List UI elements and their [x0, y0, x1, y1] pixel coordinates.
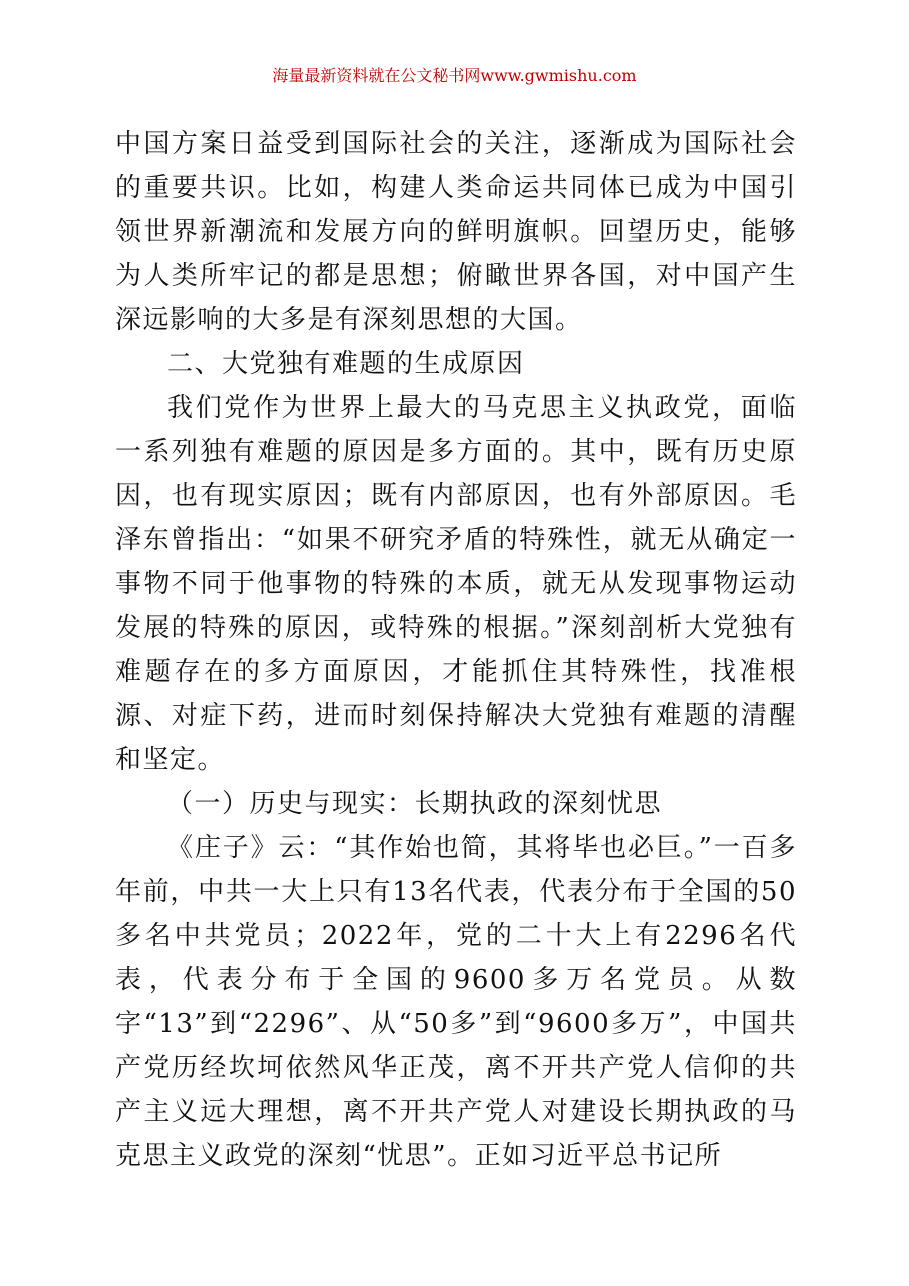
subsection-heading-1: （一）历史与现实：长期执政的深刻忧思	[167, 789, 663, 819]
paragraph-continued: 中国方案日益受到国际社会的关注，逐渐成为国际社会的重要共识。比如，构建人类命运共同体已成为中国引领世界新潮流和发展方向的鲜明旗帜。回望历史，能够为人类所牢记的都是思想；俯瞰世界各国，对中国产生深远影响的大多是有深刻思想的大国。	[115, 129, 797, 335]
document-body	[115, 122, 797, 1178]
paragraph-history: 《庄子》云：“其作始也简，其将毕也必巨。”一百多年前，中共一大上只有13名代表，代表分布于全国的50多名中共党员；2022年，党的二十大上有2296名代表，代表分布于全国的9600多万名党员。从数字“13”到“2296”、从“50多”到“9600多万”，中国共产党历经坎坷依然风华正茂，离不开共产党人信仰的共产主义远大理想，离不开共产党人对建设长期执政的马克思主义政党的深刻“忧思”。正如习近平总书记所	[115, 833, 797, 1171]
paragraph-causes: 我们党作为世界上最大的马克思主义执政党，面临一系列独有难题的原因是多方面的。其中，既有历史原因，也有现实原因；既有内部原因，也有外部原因。毛泽东曾指出：“如果不研究矛盾的特殊性，就无从确定一事物不同于他事物的特殊的本质，就无从发现事物运动发展的特殊的原因，或特殊的根据。”深刻剖析大党独有难题存在的多方面原因，才能抓住其特殊性，找准根源、对症下药，进而时刻保持解决大党独有难题的清醒和坚定。	[115, 393, 797, 775]
page-header-watermark: 海量最新资料就在公文秘书网www.gwmishu.com	[272, 66, 637, 85]
section-heading-2: 二、大党独有难题的生成原因	[167, 349, 525, 379]
